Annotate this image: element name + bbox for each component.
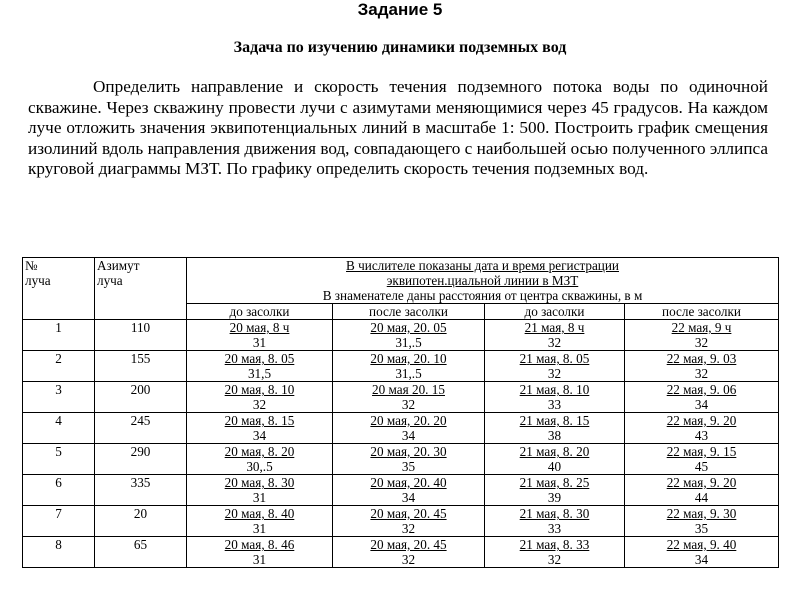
measurement-cell	[485, 320, 625, 351]
distance-value: 32	[401, 521, 416, 536]
table-row	[23, 506, 779, 537]
distance-value: 32	[547, 552, 562, 567]
measurement-cell	[187, 506, 333, 537]
header-caption	[187, 258, 779, 304]
header-azimuth	[95, 258, 187, 320]
registration-time: 20 мая 20. 15	[372, 382, 445, 397]
subheader-cell: после засолки	[333, 304, 485, 320]
table-row	[23, 382, 779, 413]
measurement-cell	[187, 320, 333, 351]
ray-number	[23, 351, 95, 382]
page-title: Задание 5	[357, 0, 443, 19]
azimuth-number: 110	[130, 320, 151, 335]
ray-number-value: 8	[55, 537, 62, 552]
distance-value: 33	[547, 397, 562, 412]
distance-value: 31,5	[247, 366, 272, 381]
distance-value: 34	[252, 428, 267, 443]
registration-time: 21 мая, 8. 05	[519, 351, 590, 366]
registration-time: 21 мая, 8. 30	[519, 506, 590, 521]
measurement-cell	[485, 475, 625, 506]
azimuth-number: 200	[130, 382, 151, 397]
measurement-cell	[485, 444, 625, 475]
distance-value: 31,.5	[395, 335, 422, 350]
distance-value: 31	[252, 521, 267, 536]
distance-value: 31	[252, 552, 267, 567]
registration-time: 20 мая, 20. 30	[370, 444, 447, 459]
distance-value: 34	[401, 490, 416, 505]
registration-time: 22 мая, 9. 40	[666, 537, 737, 552]
measurement-cell	[187, 537, 333, 568]
azimuth-number: 290	[130, 444, 151, 459]
measurement-cell	[485, 382, 625, 413]
azimuth-value	[95, 413, 187, 444]
ray-number-value: 1	[55, 320, 62, 335]
caption-line2: эквипотен.циальной линии в МЗТ	[386, 273, 579, 288]
distance-value: 34	[401, 428, 416, 443]
registration-time: 20 мая, 20. 45	[370, 506, 447, 521]
distance-value: 34	[694, 397, 709, 412]
table-row	[23, 413, 779, 444]
distance-value: 44	[694, 490, 709, 505]
registration-time: 21 мая, 8. 10	[519, 382, 590, 397]
registration-time: 20 мая, 8. 05	[224, 351, 295, 366]
header-ray	[23, 258, 95, 320]
task-description: Определить направление и скорость течения подземного потока воды по одиночной скважине. Через скважину провести лучи с азимутами меняющимися через 45 градусов. На каждом луче отложить значения эквипотенциальных линий в масштабе 1: 500. Построить график смещения изолиний вдоль направления движения вод, совпадающего с наибольшей осью полученного эллипса круговой диаграммы МЗТ. По графику определить скорость течения подземных вод.	[28, 77, 768, 178]
measurement-cell	[187, 475, 333, 506]
distance-value: 30,.5	[246, 459, 273, 474]
distance-value: 38	[547, 428, 562, 443]
ray-number-value: 4	[55, 413, 62, 428]
azimuth-number: 155	[130, 351, 151, 366]
measurement-cell	[625, 413, 779, 444]
registration-time: 22 мая, 9. 15	[666, 444, 737, 459]
azimuth-number: 335	[130, 475, 151, 490]
measurement-cell	[187, 413, 333, 444]
registration-time: 22 мая, 9. 20	[666, 475, 737, 490]
azimuth-value	[95, 506, 187, 537]
ray-number-value: 2	[55, 351, 62, 366]
distance-value: 35	[401, 459, 416, 474]
azimuth-number: 245	[130, 413, 151, 428]
distance-value: 32	[694, 335, 709, 350]
ray-number	[23, 413, 95, 444]
measurement-cell	[333, 537, 485, 568]
measurement-cell	[333, 351, 485, 382]
measurement-cell	[625, 382, 779, 413]
azimuth-value	[95, 475, 187, 506]
measurement-cell	[333, 382, 485, 413]
measurement-cell	[333, 413, 485, 444]
task-subtitle: Задача по изучению динамики подземных вод	[233, 39, 567, 56]
azimuth-value	[95, 320, 187, 351]
distance-value: 32	[694, 366, 709, 381]
ray-number	[23, 537, 95, 568]
caption-line3: В знаменателе даны расстояния от центра скважины, в м	[322, 288, 643, 303]
measurement-cell	[485, 413, 625, 444]
measurement-cell	[485, 506, 625, 537]
registration-time: 20 мая, 20. 40	[370, 475, 447, 490]
registration-time: 20 мая, 8 ч	[229, 320, 290, 335]
table-body	[23, 320, 779, 568]
header-ray-line1: №	[25, 258, 38, 273]
registration-time: 20 мая, 8. 46	[224, 537, 295, 552]
distance-value: 35	[694, 521, 709, 536]
registration-time: 20 мая, 20. 05	[370, 320, 447, 335]
azimuth-value	[95, 351, 187, 382]
table-row	[23, 475, 779, 506]
distance-value: 45	[694, 459, 709, 474]
distance-value: 32	[547, 335, 562, 350]
registration-time: 21 мая, 8 ч	[524, 320, 585, 335]
table-row	[23, 320, 779, 351]
registration-time: 21 мая, 8. 20	[519, 444, 590, 459]
registration-time: 21 мая, 8. 15	[519, 413, 590, 428]
measurement-cell	[333, 506, 485, 537]
ray-number-value: 3	[55, 382, 62, 397]
measurement-cell	[485, 351, 625, 382]
registration-time: 21 мая, 8. 25	[519, 475, 590, 490]
registration-time: 22 мая, 9. 30	[666, 506, 737, 521]
registration-time: 20 мая, 8. 20	[224, 444, 295, 459]
distance-value: 31	[252, 335, 267, 350]
distance-value: 32	[401, 397, 416, 412]
distance-value: 40	[547, 459, 562, 474]
azimuth-value	[95, 537, 187, 568]
subheader-cell: до засолки	[485, 304, 625, 320]
table-row	[23, 537, 779, 568]
registration-time: 22 мая, 9. 06	[666, 382, 737, 397]
measurement-cell	[333, 475, 485, 506]
measurement-cell	[625, 506, 779, 537]
ray-number	[23, 382, 95, 413]
header-azimuth-line1: Азимут	[97, 258, 140, 273]
registration-time: 22 мая, 9. 03	[666, 351, 737, 366]
azimuth-value	[95, 382, 187, 413]
distance-value: 32	[252, 397, 267, 412]
measurement-cell	[625, 320, 779, 351]
measurement-cell	[485, 537, 625, 568]
registration-time: 20 мая, 8. 10	[224, 382, 295, 397]
distance-value: 43	[694, 428, 709, 443]
distance-value: 39	[547, 490, 562, 505]
distance-value: 34	[694, 552, 709, 567]
table-row	[23, 351, 779, 382]
ray-number-value: 6	[55, 475, 62, 490]
registration-time: 20 мая, 8. 40	[224, 506, 295, 521]
registration-time: 22 мая, 9 ч	[671, 320, 732, 335]
registration-time: 20 мая, 20. 45	[370, 537, 447, 552]
header-azimuth-line2: луча	[97, 273, 123, 288]
measurement-cell	[625, 475, 779, 506]
subheader-cell: после засолки	[625, 304, 779, 320]
registration-time: 20 мая, 8. 30	[224, 475, 295, 490]
distance-value: 33	[547, 521, 562, 536]
ray-number-value: 5	[55, 444, 62, 459]
ray-number	[23, 506, 95, 537]
measurement-cell	[625, 537, 779, 568]
ray-number	[23, 444, 95, 475]
data-table	[22, 257, 779, 568]
distance-value: 31,.5	[395, 366, 422, 381]
header-ray-line2: луча	[25, 273, 51, 288]
ray-number	[23, 475, 95, 506]
measurement-cell	[333, 320, 485, 351]
registration-time: 22 мая, 9. 20	[666, 413, 737, 428]
azimuth-number: 20	[133, 506, 148, 521]
subheader-cell: до засолки	[187, 304, 333, 320]
registration-time: 20 мая, 20. 10	[370, 351, 447, 366]
registration-time: 21 мая, 8. 33	[519, 537, 590, 552]
measurement-cell	[187, 351, 333, 382]
measurement-cell	[625, 444, 779, 475]
measurement-cell	[333, 444, 485, 475]
caption-line1: В числителе показаны дата и время регистрации	[346, 258, 619, 273]
registration-time: 20 мая, 20. 20	[370, 413, 447, 428]
table-row	[23, 444, 779, 475]
distance-value: 32	[547, 366, 562, 381]
distance-value: 31	[252, 490, 267, 505]
measurement-cell	[187, 444, 333, 475]
azimuth-value	[95, 444, 187, 475]
measurement-cell	[625, 351, 779, 382]
ray-number	[23, 320, 95, 351]
header-row	[23, 258, 779, 304]
azimuth-number: 65	[133, 537, 148, 552]
measurement-cell	[187, 382, 333, 413]
registration-time: 20 мая, 8. 15	[224, 413, 295, 428]
distance-value: 32	[401, 552, 416, 567]
ray-number-value: 7	[55, 506, 62, 521]
